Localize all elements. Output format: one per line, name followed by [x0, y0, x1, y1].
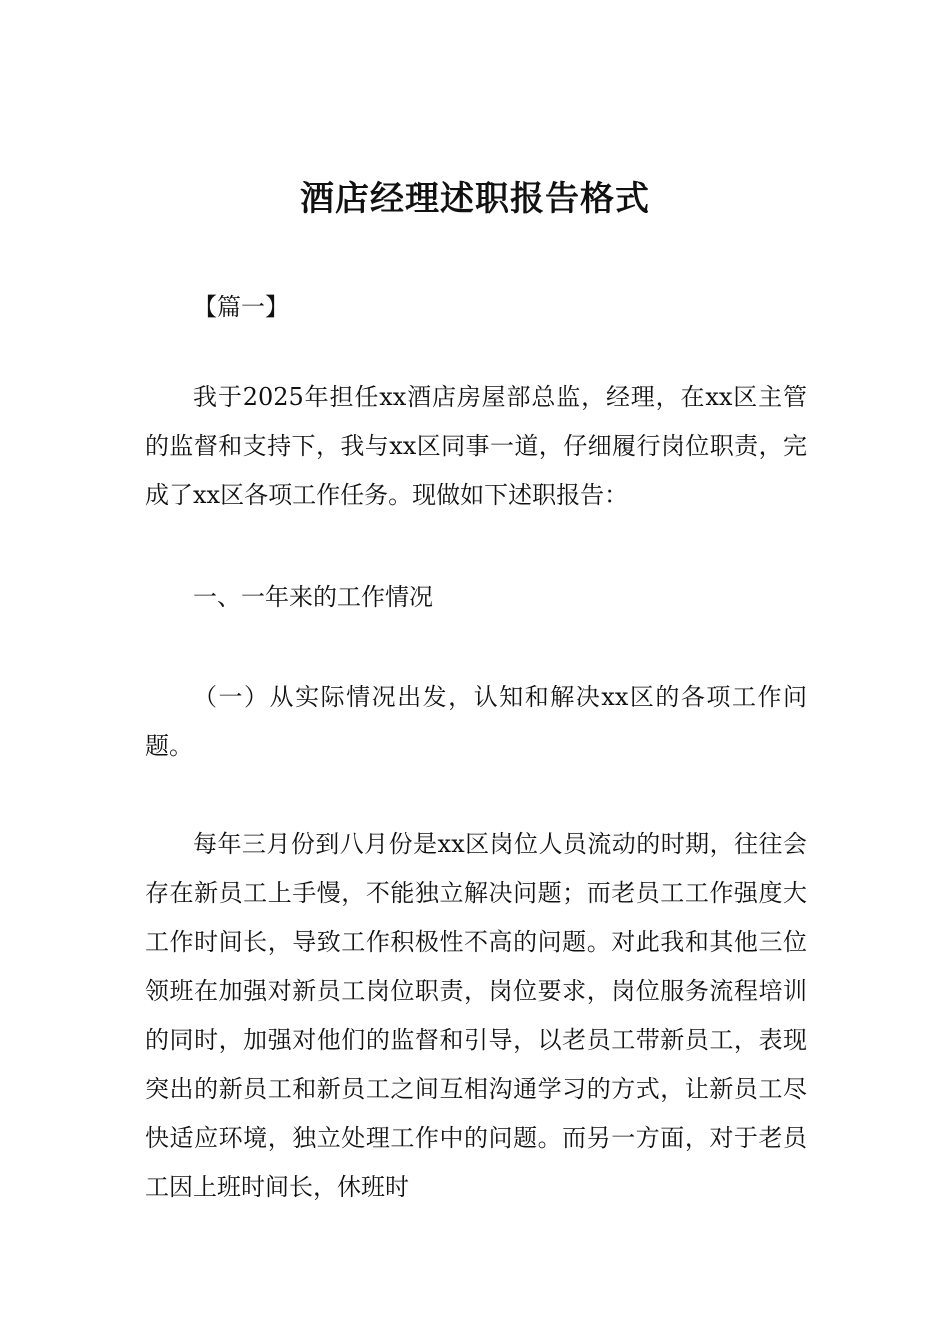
subheading-problem-solving: （一）从实际情况出发，认知和解决xx区的各项工作问题。 [145, 683, 807, 760]
document-title: 酒店经理述职报告格式 [300, 179, 650, 219]
heading-work-situation: 一、一年来的工作情况 [193, 583, 433, 611]
section-label: 【篇一】 [193, 293, 289, 321]
intro-paragraph: 我于2025年担任xx酒店房屋部总监，经理，在xx区主管的监督和支持下，我与xx区同事一道，仔细履行岗位职责，完成了xx区各项工作任务。现做如下述职报告： [145, 383, 807, 509]
body-paragraph: 每年三月份到八月份是xx区岗位人员流动的时期，往往会存在新员工上手慢，不能独立解决问题；而老员工工作强度大工作时间长，导致工作积极性不高的问题。对此我和其他三位领班在加强对新员工岗位职责，岗位要求，岗位服务流程培训的同时，加强对他们的监督和引导，以老员工带新员工，表现突出的新员工和新员工之间互相沟通学习的方式，让新员工尽快适应环境，独立处理工作中的问题。而另一方面，对于老员工因上班时间长，休班时 [145, 830, 807, 1201]
